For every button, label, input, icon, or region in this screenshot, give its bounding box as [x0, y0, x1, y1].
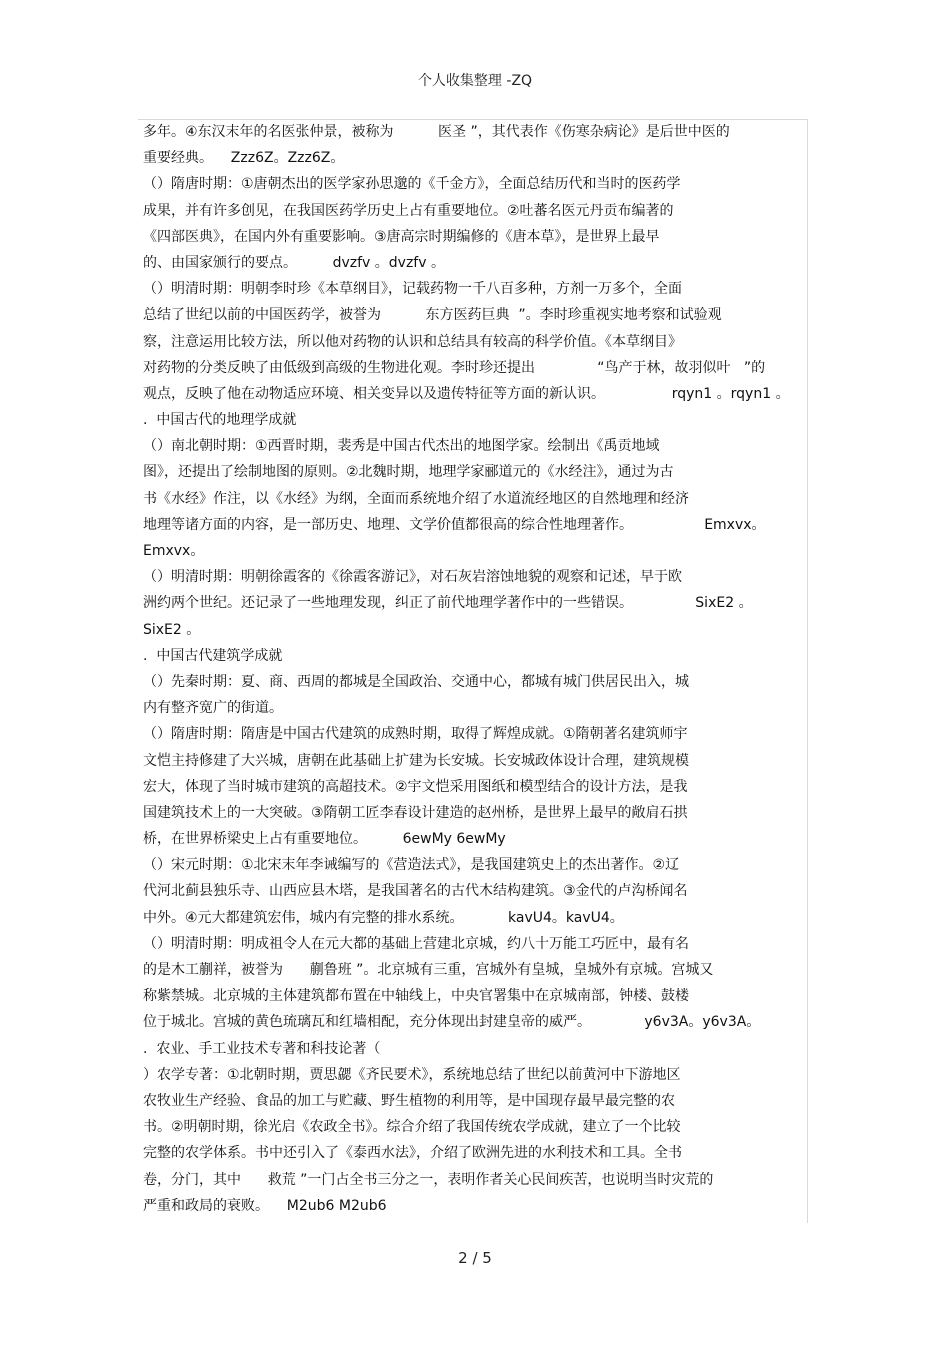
text-line: SixE2 。 [143, 621, 201, 638]
text-line: 完整的农学体系。书中还引入了《泰西水法》，介绍了欧洲先进的水利技术和工具。全书 [143, 1145, 682, 1162]
text-line: （）明清时期：明朝李时珍《本草纲目》，记载药物一千八百多种，方剂一万多个，全面 [143, 281, 682, 298]
text-line: 卷，分门，其中 救荒 ”一门占全书三分之一，表明作者关心民间疾苦，也说明当时灾荒的 [143, 1171, 714, 1188]
text-line: 严重和政局的衰败。 M2ub6 M2ub6 [143, 1197, 387, 1214]
text-line: 书。②明朝时期，徐光启《农政全书》。综合介绍了我国传统农学成就，建立了一个比较 [143, 1119, 681, 1136]
text-line: 洲约两个世纪。还记录了一些地理发现，纠正了前代地理学著作中的一些错误。 SixE2 。 [143, 595, 753, 612]
text-line: （）先秦时期：夏、商、西周的都城是全国政治、交通中心，都城有城门供居民出入，城 [143, 673, 689, 690]
text-line: （）南北朝时期：①西晋时期，裴秀是中国古代杰出的地图学家。绘制出《禹贡地域 [143, 438, 660, 455]
text-line: 文恺主持修建了大兴城，唐朝在此基础上扩建为长安城。长安城政体设计合理，建筑规模 [143, 752, 689, 769]
document-body [143, 119, 805, 1219]
page-header: 个人收集整理 -ZQ [417, 73, 533, 89]
text-line: 位于城北。宫城的黄色琉璃瓦和红墙相配，充分体现出封建皇帝的威严。 y6v3A。y6v3A。 [143, 1014, 761, 1031]
text-line: 中外。④元大都建筑宏伟，城内有完整的排水系统。 kavU4。kavU4。 [143, 909, 624, 926]
section-heading: . 中国古代的地理学成就 [143, 412, 297, 429]
text-line: 内有整齐宽广的街道。 [143, 700, 283, 717]
text-line: 称紫禁城。北京城的主体建筑都布置在中轴线上，中央官署集中在京城南部，钟楼、鼓楼 [143, 988, 689, 1005]
text-line: 察，注意运用比较方法，所以他对药物的认识和总结具有较高的科学价值。《本草纲目》 [143, 333, 682, 350]
text-line: ）农学专著：①北朝时期，贾思勰《齐民要术》，系统地总结了世纪以前黄河中下游地区 [143, 1066, 681, 1083]
text-line: 《四部医典》，在国内外有重要影响。③唐高宗时期编修的《唐本草》，是世界上最早 [143, 228, 660, 245]
text-line: 农牧业生产经验、食品的加工与贮藏、野生植物的利用等，是中国现存最早最完整的农 [143, 1092, 675, 1109]
section-heading: . 中国古代建筑学成就 [143, 647, 283, 664]
text-line: 的是木工蒯祥，被誉为 蒯鲁班 ”。北京城有三重，宫城外有皇城，皇城外有京城。宫城又 [143, 962, 714, 978]
text-line: 书《水经》作注，以《水经》为纲，全面而系统地介绍了水道流经地区的自然地理和经济 [143, 490, 689, 507]
text-line: 图》，还提出了绘制地图的原则。②北魏时期，地理学家郦道元的《水经注》，通过为古 [143, 464, 674, 481]
text-line: （）隋唐时期：①唐朝杰出的医学家孙思邈的《千金方》，全面总结历代和当时的医药学 [143, 176, 681, 193]
text-line: 对药物的分类反映了由低级到高级的生物进化观。李时珍还提出 “鸟产于林，故羽似叶 ”的 [143, 359, 766, 376]
text-line: 重要经典。 Zzz6Z。Zzz6Z。 [143, 150, 345, 167]
section-heading: . 农业、手工业技术专著和科技论著（ [143, 1040, 381, 1057]
text-line: 多年。④东汉末年的名医张仲景，被称为 医圣 ”，其代表作《伤寒杂病论》是后世中医的 [143, 124, 730, 140]
text-line: 总结了世纪以前的中国医药学，被誉为 东方医药巨典 ”。李时珍重视实地考察和试验观 [143, 307, 722, 324]
text-line: 代河北蓟县独乐寺、山西应县木塔，是我国著名的古代木结构建筑。③金代的卢沟桥闻名 [143, 883, 688, 900]
text-line: 观点，反映了他在动物适应环境、相关变异以及遗传特征等方面的新认识。 rqyn1 。rqyn1 。 [143, 385, 790, 402]
text-line: 国建筑技术上的一大突破。③隋朝工匠李春设计建造的赵州桥，是世界上最早的敞肩石拱 [143, 804, 688, 821]
text-line: （）宋元时期：①北宋末年李诫编写的《营造法式》，是我国建筑史上的杰出著作。②辽 [143, 857, 680, 874]
text-line: （）明清时期：明朝徐霞客的《徐霞客游记》，对石灰岩溶蚀地貌的观察和记述，早于欧 [143, 569, 682, 586]
text-frame-right-border [807, 119, 808, 1223]
text-line: 桥，在世界桥梁史上占有重要地位。 6ewMy 6ewMy [143, 831, 506, 848]
text-line: 的、由国家颁行的要点。 dvzfv 。dvzfv 。 [143, 254, 445, 271]
text-line: 成果，并有许多创见，在我国医药学历史上占有重要地位。②吐蕃名医元丹贡布编著的 [143, 202, 674, 219]
text-line: （）明清时期：明成祖令人在元大都的基础上营建北京城，约八十万能工巧匠中，最有名 [143, 935, 689, 952]
page-number: 2 / 5 [458, 1249, 492, 1267]
text-line: 地理等诸方面的内容，是一部历史、地理、文学价值都很高的综合性地理著作。 Emxvx。 [143, 516, 766, 533]
text-line: （）隋唐时期：隋唐是中国古代建筑的成熟时期，取得了辉煌成就。①隋朝著名建筑师宇 [143, 726, 688, 743]
text-line: Emxvx。 [143, 543, 205, 559]
text-line: 宏大，体现了当时城市建筑的高超技术。②宇文恺采用图纸和模型结合的设计方法，是我 [143, 778, 688, 795]
